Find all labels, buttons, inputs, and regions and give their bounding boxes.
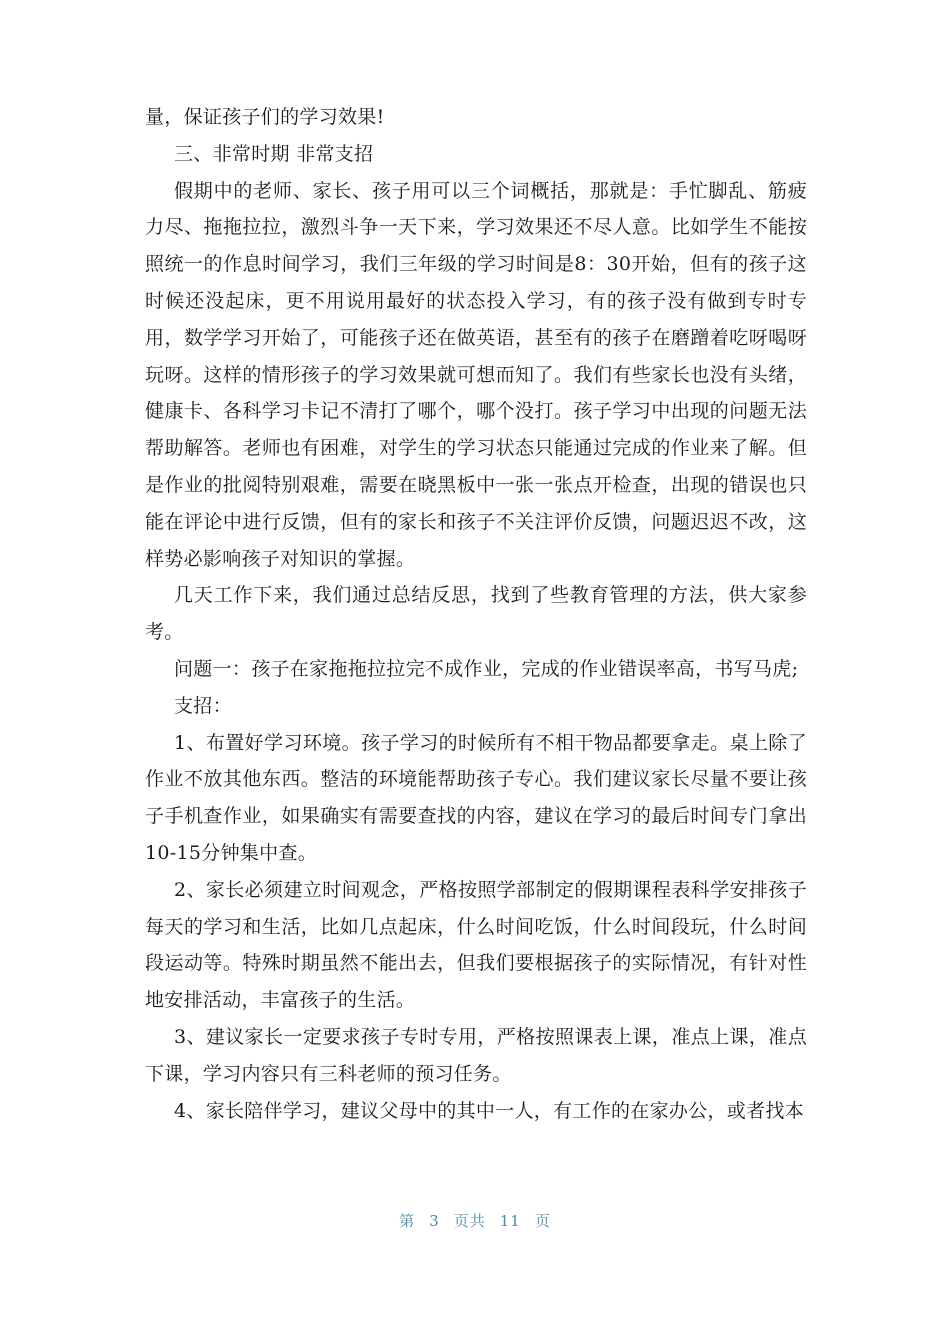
footer-prefix: 第 [399,1212,416,1230]
tip-item: 1、布置好学习环境。孩子学习的时候所有不相干物品都要拿走。桌上除了作业不放其他东西。整洁的环境能帮助孩子专心。我们建议家长尽量不要让孩子手机查作业，如果确实有需要查找的内容，建议在学习的最后时间专门拿出10-15分钟集中查。 [145,731,807,864]
footer-middle: 页共 [453,1212,486,1230]
tips-heading: 支招： [174,694,232,717]
page-footer [0,1210,950,1231]
total-page-count: 11 [499,1212,521,1230]
tip-item: 3、建议家长一定要求孩子专时专用，严格按照课表上课，准点上课，准点下课，学习内容只有三科老师的预习任务。 [145,1025,807,1085]
paragraph-body: 假期中的老师、家长、孩子用可以三个词概括，那就是：手忙脚乱、筋疲力尽、拖拖拉拉，激烈斗争一天下来，学习效果还不尽人意。比如学生不能按照统一的作息时间学习，我们三年级的学习时间是8：30开始，但有的孩子这时候还没起床，更不用说用最好的状态投入学习，有的孩子没有做到专时专用，数学学习开始了，可能孩子还在做英语，甚至有的孩子在磨蹭着吃呀喝呀玩呀。这样的情形孩子的学习效果就可想而知了。我们有些家长也没有头绪，健康卡、各科学习卡记不清打了哪个，哪个没打。孩子学习中出现的问题无法帮助解答。老师也有困难，对学生的学习状态只能通过完成的作业来了解。但是作业的批阅特别艰难，需要在晓黑板中一张一张点开检查，出现的错误也只能在评论中进行反馈，但有的家长和孩子不关注评价反馈，问题迟迟不改，这样势必影响孩子对知识的掌握。 [145,179,807,570]
paragraph-body: 几天工作下来，我们通过总结反思，找到了些教育管理的方法，供大家参考。 [145,584,807,644]
paragraph-continuation: 量，保证孩子们的学习效果! [145,106,385,128]
document-body [145,99,807,1129]
section-heading: 三、非常时期 非常支招 [174,142,374,165]
problem-statement: 问题一：孩子在家拖拖拉拉完不成作业，完成的作业错误率高，书写马虎; [174,657,799,680]
footer-suffix: 页 [534,1212,551,1230]
tip-item: 2、家长必须建立时间观念，严格按照学部制定的假期课程表科学安排孩子每天的学习和生活，比如几点起床，什么时间吃饭，什么时间段玩，什么时间段运动等。特殊时期虽然不能出去，但我们要根据孩子的实际情况，有针对性地安排活动，丰富孩子的生活。 [145,878,807,1012]
current-page-number: 3 [429,1212,440,1230]
tip-item: 4、家长陪伴学习，建议父母中的其中一人，有工作的在家办公，或者找本 [174,1099,804,1122]
